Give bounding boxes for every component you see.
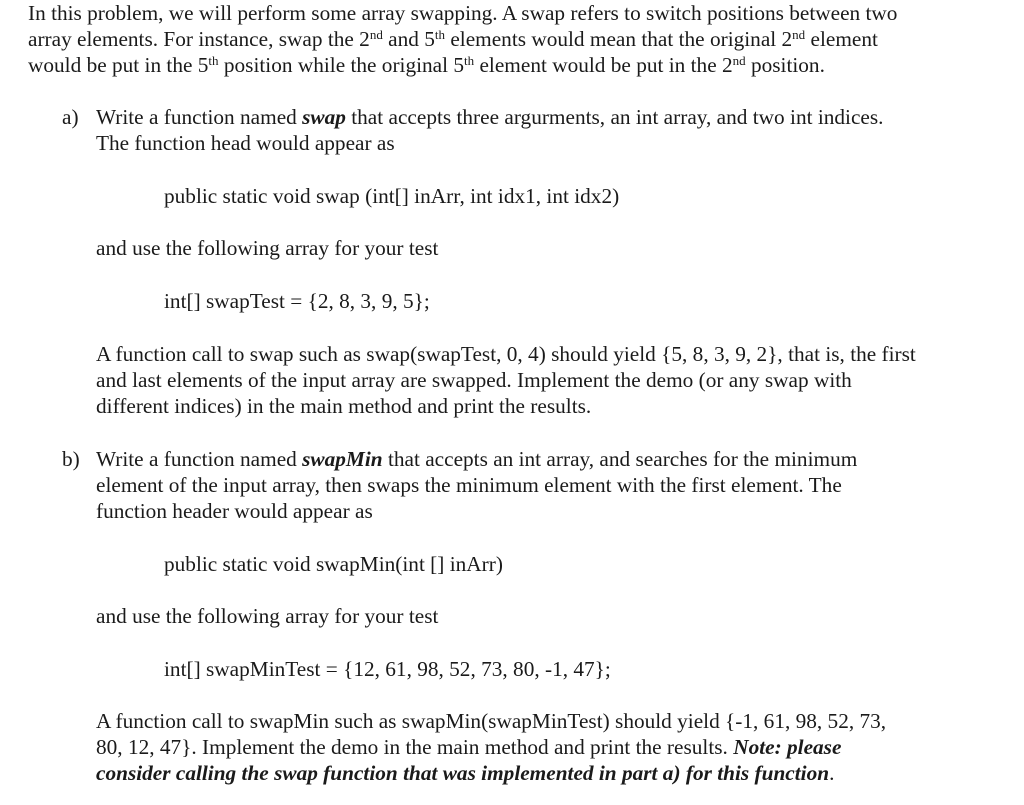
part-b-question: Write a function named swapMin that accepts an int array, and searches for the minimum element of the input array, then swaps the minimum element with the first element. The function header would appear as: [96, 447, 858, 523]
part-b-test-array: int[] swapMinTest = {12, 61, 98, 52, 73, 80, -1, 47};: [164, 657, 611, 681]
part-a-signature: public static void swap (int[] inArr, int idx1, int idx2): [164, 184, 620, 208]
part-a-explanation: A function call to swap such as swap(swapTest, 0, 4) should yield {5, 8, 3, 9, 2}, that is, the first and last elements of the input array are swapped. Implement the demo (or any swap with different indices) in the main method and print the results.: [96, 342, 916, 418]
part-b-use-text: and use the following array for your test: [96, 604, 439, 628]
part-a-use-text: and use the following array for your test: [96, 236, 439, 260]
part-a-marker: a): [62, 105, 79, 129]
part-b-signature: public static void swapMin(int [] inArr): [164, 552, 503, 576]
note-emphasis: Note: please: [733, 735, 842, 759]
intro-line-3: would be put in the 5th position while the original 5th element would be put in the 2nd position.: [28, 53, 825, 77]
intro-line-1: In this problem, we will perform some array swapping. A swap refers to switch positions between two: [28, 1, 898, 25]
note-emphasis-continued: consider calling the swap function that was implemented in part a) for this function: [96, 761, 830, 785]
part-b-explanation: A function call to swapMin such as swapMin(swapMinTest) should yield {-1, 61, 98, 52, 73, 80, 12, 47}. Implement the demo in the main method and print the results. Note: please consider calling the swap function that was implemented in part a) for this function.: [96, 709, 887, 785]
function-name-swap: swap: [302, 105, 346, 129]
part-a-question: Write a function named swap that accepts three argurments, an int array, and two int indices. The function head would appear as: [96, 105, 884, 155]
part-a-test-array: int[] swapTest = {2, 8, 3, 9, 5};: [164, 289, 430, 313]
intro-line-2: array elements. For instance, swap the 2nd and 5th elements would mean that the original 2nd element: [28, 27, 878, 51]
function-name-swapmin: swapMin: [302, 447, 383, 471]
intro-paragraph: [28, 0, 1008, 78]
part-b-marker: b): [62, 447, 80, 471]
